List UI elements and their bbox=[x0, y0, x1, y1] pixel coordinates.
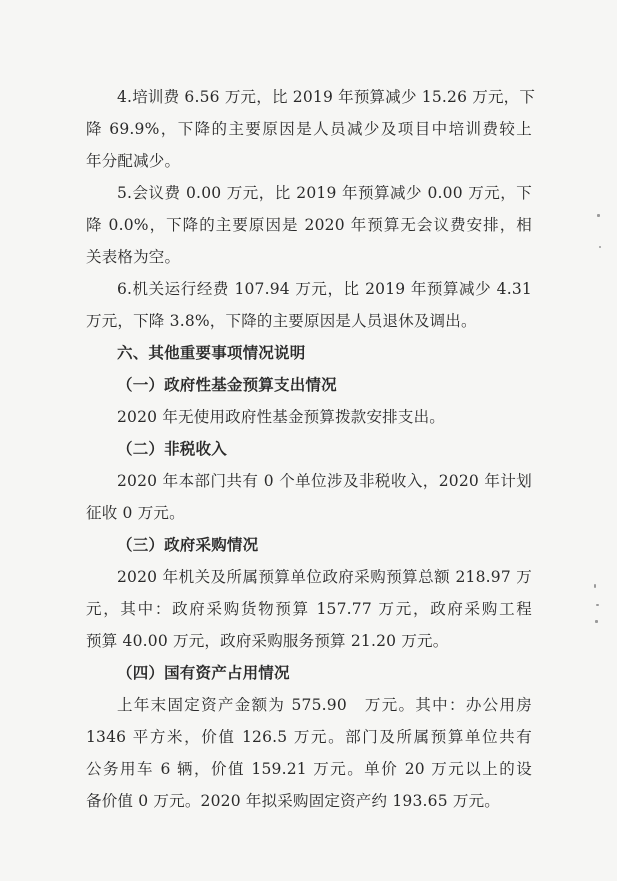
subheading-non-tax-revenue: （二）非税收入 bbox=[117, 439, 227, 458]
paragraph-assets-line-2: 1346 平方米，价值 126.5 万元。部门及所属预算单位共有 bbox=[86, 728, 532, 746]
paragraph-operating-fee-line-1: 6.机关运行经费 107.94 万元，比 2019 年预算减少 4.31 bbox=[117, 280, 532, 298]
paragraph-procurement-line-2: 元，其中：政府采购货物预算 157.77 万元，政府采购工程 bbox=[86, 600, 532, 618]
scan-speck bbox=[597, 214, 600, 217]
paragraph-meeting-fee-line-3: 关表格为空。 bbox=[86, 248, 181, 266]
subheading-fund-budget: （一）政府性基金预算支出情况 bbox=[117, 375, 337, 394]
paragraph-non-tax-line-2: 征收 0 万元。 bbox=[86, 504, 185, 522]
paragraph-procurement-line-1: 2020 年机关及所属预算单位政府采购预算总额 218.97 万 bbox=[117, 568, 532, 586]
paragraph-non-tax-line-1: 2020 年本部门共有 0 个单位涉及非税收入，2020 年计划 bbox=[117, 472, 532, 490]
paragraph-assets-line-1: 上年末固定资产金额为 575.90 万元。其中：办公用房 bbox=[117, 696, 532, 714]
paragraph-assets-line-4: 备价值 0 万元。2020 年拟采购固定资产约 193.65 万元。 bbox=[86, 792, 500, 810]
subheading-procurement: （三）政府采购情况 bbox=[117, 535, 259, 554]
subheading-state-assets: （四）国有资产占用情况 bbox=[117, 663, 290, 682]
paragraph-training-fee-line-1: 4.培训费 6.56 万元，比 2019 年预算减少 15.26 万元，下 bbox=[117, 88, 536, 106]
scan-speck bbox=[596, 604, 599, 606]
paragraph-training-fee-line-2: 降 69.9%，下降的主要原因是人员减少及项目中培训费较上 bbox=[86, 120, 532, 138]
scan-speck bbox=[599, 246, 601, 248]
paragraph-fund-budget: 2020 年无使用政府性基金预算拨款安排支出。 bbox=[117, 408, 445, 426]
paragraph-meeting-fee-line-1: 5.会议费 0.00 万元，比 2019 年预算减少 0.00 万元，下 bbox=[117, 184, 532, 202]
paragraph-meeting-fee-line-2: 降 0.0%，下降的主要原因是 2020 年预算无会议费安排，相 bbox=[86, 216, 532, 234]
paragraph-assets-line-3: 公务用车 6 辆，价值 159.21 万元。单价 20 万元以上的设 bbox=[86, 760, 532, 778]
scan-speck bbox=[595, 620, 598, 623]
paragraph-training-fee-line-3: 年分配减少。 bbox=[86, 152, 181, 170]
paragraph-procurement-line-3: 预算 40.00 万元，政府采购服务预算 21.20 万元。 bbox=[86, 632, 449, 650]
section-heading-other-matters: 六、其他重要事项情况说明 bbox=[117, 343, 306, 362]
scan-speck bbox=[594, 584, 596, 588]
paragraph-operating-fee-line-2: 万元，下降 3.8%，下降的主要原因是人员退休及调出。 bbox=[86, 312, 477, 330]
